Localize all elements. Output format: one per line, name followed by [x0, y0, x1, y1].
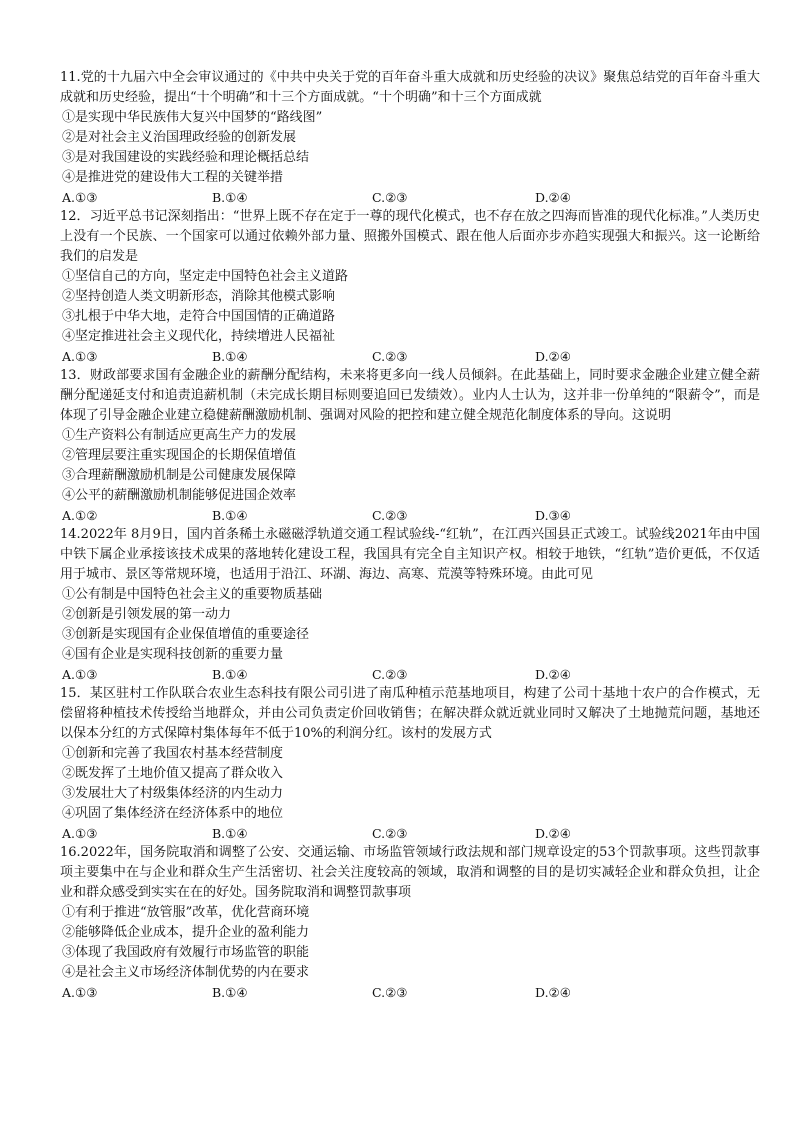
choice-d: D.②④ [535, 826, 571, 841]
statement-2: ②能够降低企业成本，提升企业的盈利能力 [62, 925, 310, 940]
exam-page [60, 68, 760, 1002]
question-stem: 14.2022年 8月9日，国内首条稀土永磁磁浮轨道交通工程试验线-“红轨”，在江西兴国县正式竣工。试验线2021年由中国中铁下属企业承接该技术成果的落地转化建设工程，我国具有完全自主知识产权。相较于地铁，“红轨”造价更低，不仅适用于城市、景区等常规环境，也适用于沿江、环湖、海边、高寒、荒漠等特殊环境。由此可见 [60, 527, 760, 582]
choice-b: B.①④ [212, 349, 248, 364]
choice-b: B.①④ [212, 190, 248, 205]
choice-b: B.①④ [212, 826, 248, 841]
statement-1: ①是实现中华民族伟大复兴中国梦的“路线图” [62, 110, 323, 125]
choice-c: C.②③ [372, 349, 408, 364]
statement-3: ③创新是实现国有企业保值增值的重要途径 [62, 627, 310, 642]
question-16 [60, 843, 760, 1002]
choice-d: D.②④ [535, 349, 571, 364]
question-15 [60, 684, 760, 843]
answer-choices [60, 983, 760, 1002]
choice-a: A.①③ [62, 985, 98, 1000]
choice-b: B.①④ [212, 508, 248, 523]
choice-b: B.①④ [212, 985, 248, 1000]
choice-d: D.②④ [535, 190, 571, 205]
question-13 [60, 366, 760, 525]
statement-4: ④公平的薪酬激励机制能够促进国企效率 [62, 488, 297, 503]
choice-d: D.②④ [535, 985, 571, 1000]
statement-2: ②管理层要注重实现国企的长期保值增值 [62, 448, 297, 463]
statement-4: ④是社会主义市场经济体制优势的内在要求 [62, 965, 310, 980]
question-stem: 12．习近平总书记深刻指出：“世界上既不存在定于一尊的现代化模式，也不存在放之四海而皆准的现代化标准。”人类历史上没有一个民族、一个国家可以通过依赖外部力量、照搬外国模式、跟在他人后面亦步亦趋实现强大和振兴。这一论断给我们的启发是 [60, 209, 760, 264]
statement-3: ③体现了我国政府有效履行市场监管的职能 [62, 945, 310, 960]
statement-3: ③合理薪酬激励机制是公司健康发展保障 [62, 468, 297, 483]
choice-a: A.①③ [62, 349, 98, 364]
question-12 [60, 207, 760, 366]
answer-choices [60, 188, 760, 207]
choice-c: C.②③ [372, 667, 408, 682]
choice-a: A.①③ [62, 826, 98, 841]
statement-4: ④巩固了集体经济在经济体系中的地位 [62, 806, 284, 821]
question-14 [60, 525, 760, 684]
question-11 [60, 68, 760, 207]
choice-c: C.②③ [372, 985, 408, 1000]
answer-choices [60, 665, 760, 684]
statement-1: ①生产资料公有制适应更高生产力的发展 [62, 428, 297, 443]
answer-choices [60, 506, 760, 525]
statement-2: ②创新是引领发展的第一动力 [62, 607, 232, 622]
statement-3: ③是对我国建设的实践经验和理论概括总结 [62, 150, 310, 165]
statement-2: ②坚持创造人类文明新形态，消除其他模式影响 [62, 289, 336, 304]
statement-1: ①有利于推进“放管服”改革，优化营商环境 [62, 905, 310, 920]
choice-c: C.②③ [372, 508, 408, 523]
statement-1: ①坚信自己的方向，坚定走中国特色社会主义道路 [62, 269, 349, 284]
statement-1: ①创新和完善了我国农村基本经营制度 [62, 746, 284, 761]
answer-choices [60, 824, 760, 843]
choice-c: C.②③ [372, 826, 408, 841]
statement-2: ②既发挥了土地价值又提高了群众收入 [62, 766, 284, 781]
statement-3: ③扎根于中华大地，走符合中国国情的正确道路 [62, 309, 336, 324]
question-stem: 11.党的十九届六中全会审议通过的《中共中央关于党的百年奋斗重大成就和历史经验的决议》聚焦总结党的百年奋斗重大成就和历史经验，提出“十个明确”和十三个方面成就。“十个明确”和十三个方面成就 [60, 70, 760, 105]
statement-4: ④是推进党的建设伟大工程的关键举措 [62, 170, 284, 185]
choice-a: A.①③ [62, 667, 98, 682]
choice-d: D.③④ [535, 508, 571, 523]
statement-4: ④坚定推进社会主义现代化，持续增进人民福祉 [62, 329, 336, 344]
answer-choices [60, 347, 760, 366]
choice-c: C.②③ [372, 190, 408, 205]
choice-b: B.①④ [212, 667, 248, 682]
choice-a: A.①③ [62, 190, 98, 205]
question-stem: 15．某区驻村工作队联合农业生态科技有限公司引进了南瓜种植示范基地项目，构建了公司十基地十农户的合作模式，无偿留将种植技术传授给当地群众，并由公司负责定价回收销售；在解决群众就近就业同时又解决了土地抛荒问题，基地还以保本分红的方式保障村集体每年不低于10%的利润分红。该村的发展方式 [60, 686, 760, 741]
statement-4: ④国有企业是实现科技创新的重要力量 [62, 647, 284, 662]
choice-a: A.①② [62, 508, 98, 523]
statement-1: ①公有制是中国特色社会主义的重要物质基础 [62, 587, 323, 602]
statement-3: ③发展壮大了村级集体经济的内生动力 [62, 786, 284, 801]
statement-2: ②是对社会主义治国理政经验的创新发展 [62, 130, 297, 145]
question-stem: 13．财政部要求国有金融企业的薪酬分配结构，未来将更多向一线人员倾斜。在此基础上，同时要求金融企业建立健全薪酬分配递延支付和追责追薪机制（未完成长期目标则要追回已发绩效）。业内人士认为，这并非一份单纯的“限薪令”，而是体现了引导金融企业建立稳健薪酬激励机制、强调对风险的把控和建立健全规范化制度体系的导向。这说明 [60, 368, 760, 423]
choice-d: D.②④ [535, 667, 571, 682]
question-stem: 16.2022年，国务院取消和调整了公安、交通运输、市场监管领域行政法规和部门规章设定的53个罚款事项。这些罚款事项主要集中在与企业和群众生产生活密切、社会关注度较高的领域，取消和调整的目的是切实减轻企业和群众负担，让企业和群众感受到实实在在的好处。国务院取消和调整罚款事项 [60, 845, 760, 900]
